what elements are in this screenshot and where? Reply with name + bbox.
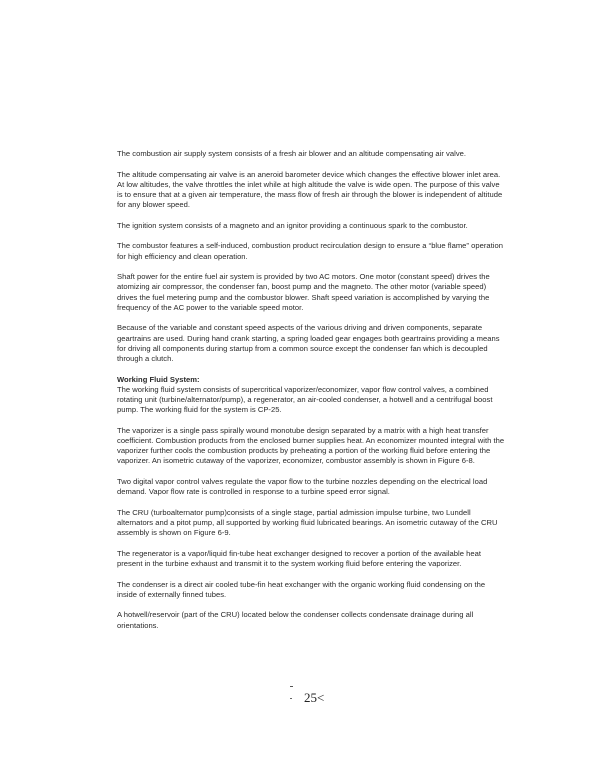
- paragraph-ignition-system: The ignition system consists of a magneto and an ignitor providing a continuous spark to the combustor.: [117, 220, 468, 230]
- paragraph-vaporizer: The vaporizer is a single pass spirally wound monotube design separated by a matrix with a high heat transfer coefficient. Combustion products from the enclosed burner supplies heat. An economizer mounted integral with the vaporizer further cools the combustion products by preheating a portion of the working fluid before entering the vaporizer. An isometric cutaway of the vaporizer, economizer, combustor assembly is shown in Figure 6-8.: [117, 425, 505, 466]
- scan-speck: [290, 698, 292, 699]
- paragraph-cru: The CRU (turboalternator pump)consists of a single stage, partial admission impulse turbine, two Lundell alternators and a pitot pump, all supported by working fluid lubricated bearings. An isometric cutaway of the CRU assembly is shown on Figure 6-9.: [117, 507, 498, 538]
- paragraph-vapor-control-valves: Two digital vapor control valves regulate the vapor flow to the turbine nozzles depending on the electrical load demand. Vapor flow rate is controlled in response to a turbine speed error signal.: [117, 477, 488, 497]
- paragraph-working-fluid: The working fluid system consists of supercritical vaporizer/economizer, vapor flow control valves, a combined rotating unit (turbine/alternator/pump), a regenerator, an air-cooled condenser, a hotwell and a centrifugal boost pump. The working fluid for the system is CP-25.: [117, 384, 493, 415]
- paragraph-altitude-valve: The altitude compensating air valve is an aneroid barometer device which changes the effective blower inlet area. At low altitudes, the valve throttles the inlet while at high altitude the valve is wide open. The purpose of this valve is to ensure that at a given air temperature, the mass flow of fresh air through the blower is independent of altitude for any blower speed.: [117, 169, 503, 210]
- paragraph-geartrains: Because of the variable and constant speed aspects of the various driving and driven components, separate geartrains are used. During hand crank starting, a spring loaded gear engages both geartrains providing a means for driving all components during startup from a common source except the condenser fan which is decoupled through a clutch.: [117, 323, 500, 363]
- paragraph-hotwell: A hotwell/reservoir (part of the CRU) located below the condenser collects condensate drainage during all orientations.: [117, 610, 474, 630]
- paragraph-shaft-power: Shaft power for the entire fuel air system is provided by two AC motors. One motor (constant speed) drives the atomizing air compressor, the condenser fan, boost pump and the magneto. The other motor (variable speed) drives the fuel metering pump and the combustor blower. Shaft speed variation is accomplished by varying the frequency of the AC power to the variable speed motor.: [117, 272, 490, 312]
- paragraph-condenser: The condenser is a direct air cooled tube-fin heat exchanger with the organic working fluid condensing on the inside of externally finned tubes.: [117, 579, 486, 599]
- scan-speck: [290, 686, 293, 687]
- paragraph-combustion-air-supply: The combustion air supply system consists of a fresh air blower and an altitude compensating air valve.: [117, 149, 467, 158]
- paragraph-regenerator: The regenerator is a vapor/liquid fin-tube heat exchanger designed to recover a portion of the available heat present in the turbine exhaust and transmit it to the system working fluid before entering the vaporizer.: [117, 548, 481, 568]
- body-text: [117, 149, 505, 641]
- paragraph-combustor: The combustor features a self-induced, combustion product recirculation design to ensure a “blue flame” operation for high efficiency and clean operation.: [117, 241, 503, 261]
- page-number: 25<: [304, 690, 325, 705]
- section-heading-working-fluid: Working Fluid System:: [117, 374, 200, 384]
